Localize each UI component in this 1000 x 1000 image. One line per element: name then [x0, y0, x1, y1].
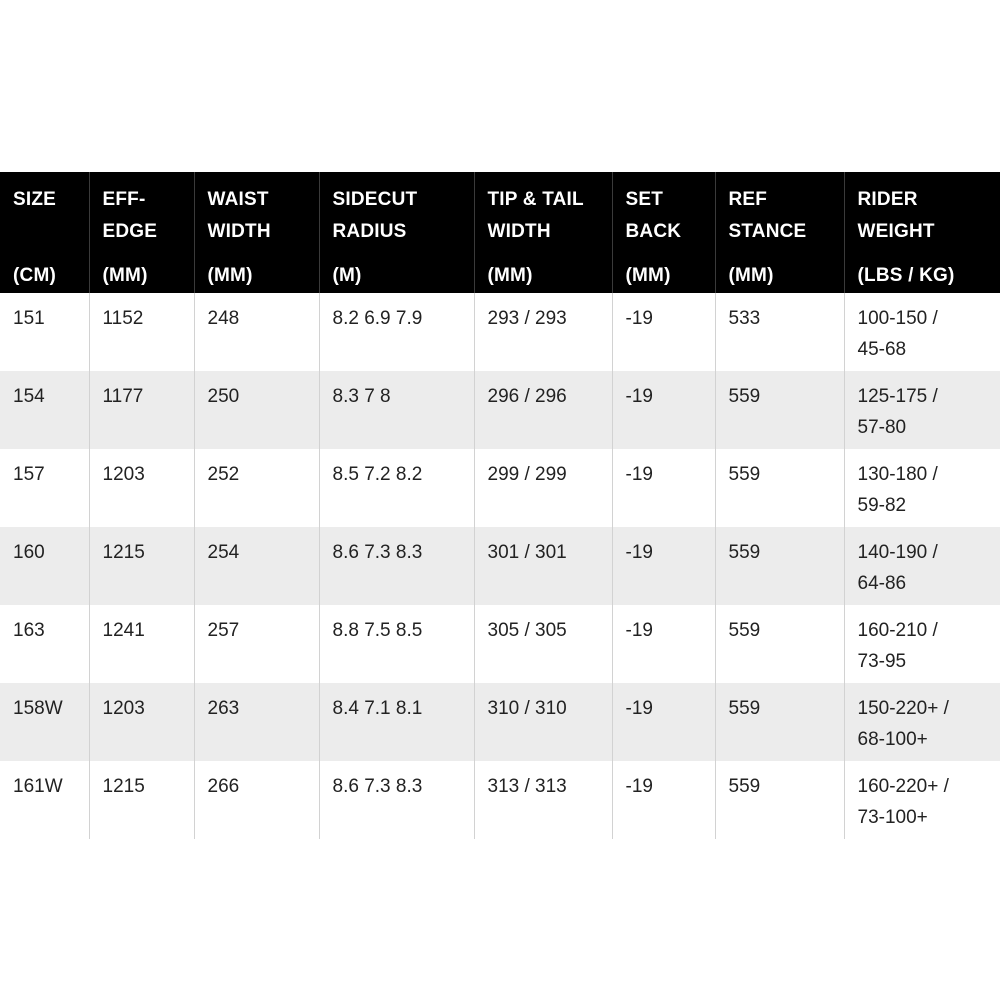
sidecut-radius-cell: 8.6 7.3 8.3	[319, 761, 474, 839]
column-header-unit: (LBS / KG)	[857, 265, 955, 286]
size-cell: 161W	[0, 761, 89, 839]
set-back-cell: -19	[612, 371, 715, 449]
waist-width-cell: 263	[194, 683, 319, 761]
table-row	[0, 527, 1000, 605]
column-header-line2: WIDTH	[207, 221, 271, 242]
rider-weight-cell	[844, 605, 1000, 683]
tip-tail-width-cell: 301 / 301	[474, 527, 612, 605]
size-chart-table	[0, 172, 1000, 839]
sidecut-radius-cell: 8.6 7.3 8.3	[319, 527, 474, 605]
sidecut-radius-cell: 8.5 7.2 8.2	[319, 449, 474, 527]
rider-weight-lbs: 140-190 /	[857, 542, 938, 563]
column-header-line1: TIP & TAIL	[487, 189, 584, 210]
tip-tail-width-cell: 305 / 305	[474, 605, 612, 683]
sidecut-radius-cell: 8.3 7 8	[319, 371, 474, 449]
ref-stance-cell: 559	[715, 605, 844, 683]
set-back-cell: -19	[612, 527, 715, 605]
rider-weight-lbs: 150-220+ /	[857, 698, 949, 719]
size-cell: 157	[0, 449, 89, 527]
sidecut-radius-cell: 8.2 6.9 7.9	[319, 293, 474, 371]
rider-weight-kg: 68-100+	[857, 729, 928, 750]
rider-weight-lbs: 160-220+ /	[857, 776, 949, 797]
column-header	[715, 172, 844, 293]
set-back-cell: -19	[612, 761, 715, 839]
eff-edge-cell: 1203	[89, 449, 194, 527]
column-header-line1: SET	[625, 189, 664, 210]
column-header-line2: BACK	[625, 221, 682, 242]
column-header-line1: WAIST	[207, 189, 269, 210]
table-header	[0, 172, 1000, 293]
tip-tail-width-cell: 310 / 310	[474, 683, 612, 761]
ref-stance-cell: 559	[715, 683, 844, 761]
set-back-cell: -19	[612, 605, 715, 683]
tip-tail-width-cell: 293 / 293	[474, 293, 612, 371]
column-header	[474, 172, 612, 293]
rider-weight-lbs: 130-180 /	[857, 464, 938, 485]
table-row	[0, 683, 1000, 761]
rider-weight-lbs: 125-175 /	[857, 386, 938, 407]
table-body	[0, 293, 1000, 839]
rider-weight-kg: 59-82	[857, 495, 907, 516]
tip-tail-width-cell: 313 / 313	[474, 761, 612, 839]
column-header-unit: (MM)	[625, 265, 671, 286]
waist-width-cell: 250	[194, 371, 319, 449]
eff-edge-cell: 1215	[89, 527, 194, 605]
rider-weight-lbs: 100-150 /	[857, 308, 938, 329]
column-header-line2: RADIUS	[332, 221, 407, 242]
eff-edge-cell: 1203	[89, 683, 194, 761]
set-back-cell: -19	[612, 449, 715, 527]
sidecut-radius-cell: 8.8 7.5 8.5	[319, 605, 474, 683]
column-header	[194, 172, 319, 293]
set-back-cell: -19	[612, 293, 715, 371]
rider-weight-cell	[844, 761, 1000, 839]
column-header	[844, 172, 1000, 293]
size-cell: 151	[0, 293, 89, 371]
column-header-line2: EDGE	[102, 221, 158, 242]
table-row	[0, 449, 1000, 527]
column-header-line2	[13, 216, 89, 248]
rider-weight-kg: 45-68	[857, 339, 907, 360]
column-header-line1: REF	[728, 189, 768, 210]
table-row	[0, 605, 1000, 683]
column-header-line2: WEIGHT	[857, 221, 935, 242]
column-header-line1: SIZE	[13, 189, 57, 210]
eff-edge-cell: 1215	[89, 761, 194, 839]
rider-weight-cell	[844, 371, 1000, 449]
set-back-cell: -19	[612, 683, 715, 761]
rider-weight-cell	[844, 683, 1000, 761]
size-cell: 158W	[0, 683, 89, 761]
column-header	[89, 172, 194, 293]
ref-stance-cell: 559	[715, 449, 844, 527]
eff-edge-cell: 1152	[89, 293, 194, 371]
waist-width-cell: 266	[194, 761, 319, 839]
column-header-unit: (MM)	[728, 265, 774, 286]
column-header-line1: SIDECUT	[332, 189, 418, 210]
table-row	[0, 761, 1000, 839]
column-header-unit: (MM)	[102, 265, 148, 286]
waist-width-cell: 248	[194, 293, 319, 371]
sidecut-radius-cell: 8.4 7.1 8.1	[319, 683, 474, 761]
column-header-line1: EFF-	[102, 189, 146, 210]
table-row	[0, 293, 1000, 371]
rider-weight-lbs: 160-210 /	[857, 620, 938, 641]
column-header-unit: (CM)	[13, 265, 57, 286]
column-header-unit: (MM)	[207, 265, 253, 286]
ref-stance-cell: 559	[715, 527, 844, 605]
column-header-unit: (MM)	[487, 265, 533, 286]
rider-weight-kg: 73-95	[857, 651, 907, 672]
eff-edge-cell: 1241	[89, 605, 194, 683]
ref-stance-cell: 533	[715, 293, 844, 371]
rider-weight-kg: 73-100+	[857, 807, 928, 828]
tip-tail-width-cell: 299 / 299	[474, 449, 612, 527]
rider-weight-cell	[844, 293, 1000, 371]
column-header	[612, 172, 715, 293]
eff-edge-cell: 1177	[89, 371, 194, 449]
column-header-line1: RIDER	[857, 189, 918, 210]
rider-weight-kg: 64-86	[857, 573, 907, 594]
waist-width-cell: 257	[194, 605, 319, 683]
column-header	[0, 172, 89, 293]
waist-width-cell: 252	[194, 449, 319, 527]
waist-width-cell: 254	[194, 527, 319, 605]
column-header-unit: (M)	[332, 265, 362, 286]
column-header-line2: STANCE	[728, 221, 807, 242]
size-cell: 160	[0, 527, 89, 605]
header-row	[0, 172, 1000, 293]
size-cell: 154	[0, 371, 89, 449]
rider-weight-cell	[844, 527, 1000, 605]
table-row	[0, 371, 1000, 449]
size-cell: 163	[0, 605, 89, 683]
tip-tail-width-cell: 296 / 296	[474, 371, 612, 449]
rider-weight-cell	[844, 449, 1000, 527]
column-header-line2: WIDTH	[487, 221, 551, 242]
column-header	[319, 172, 474, 293]
ref-stance-cell: 559	[715, 761, 844, 839]
rider-weight-kg: 57-80	[857, 417, 907, 438]
ref-stance-cell: 559	[715, 371, 844, 449]
